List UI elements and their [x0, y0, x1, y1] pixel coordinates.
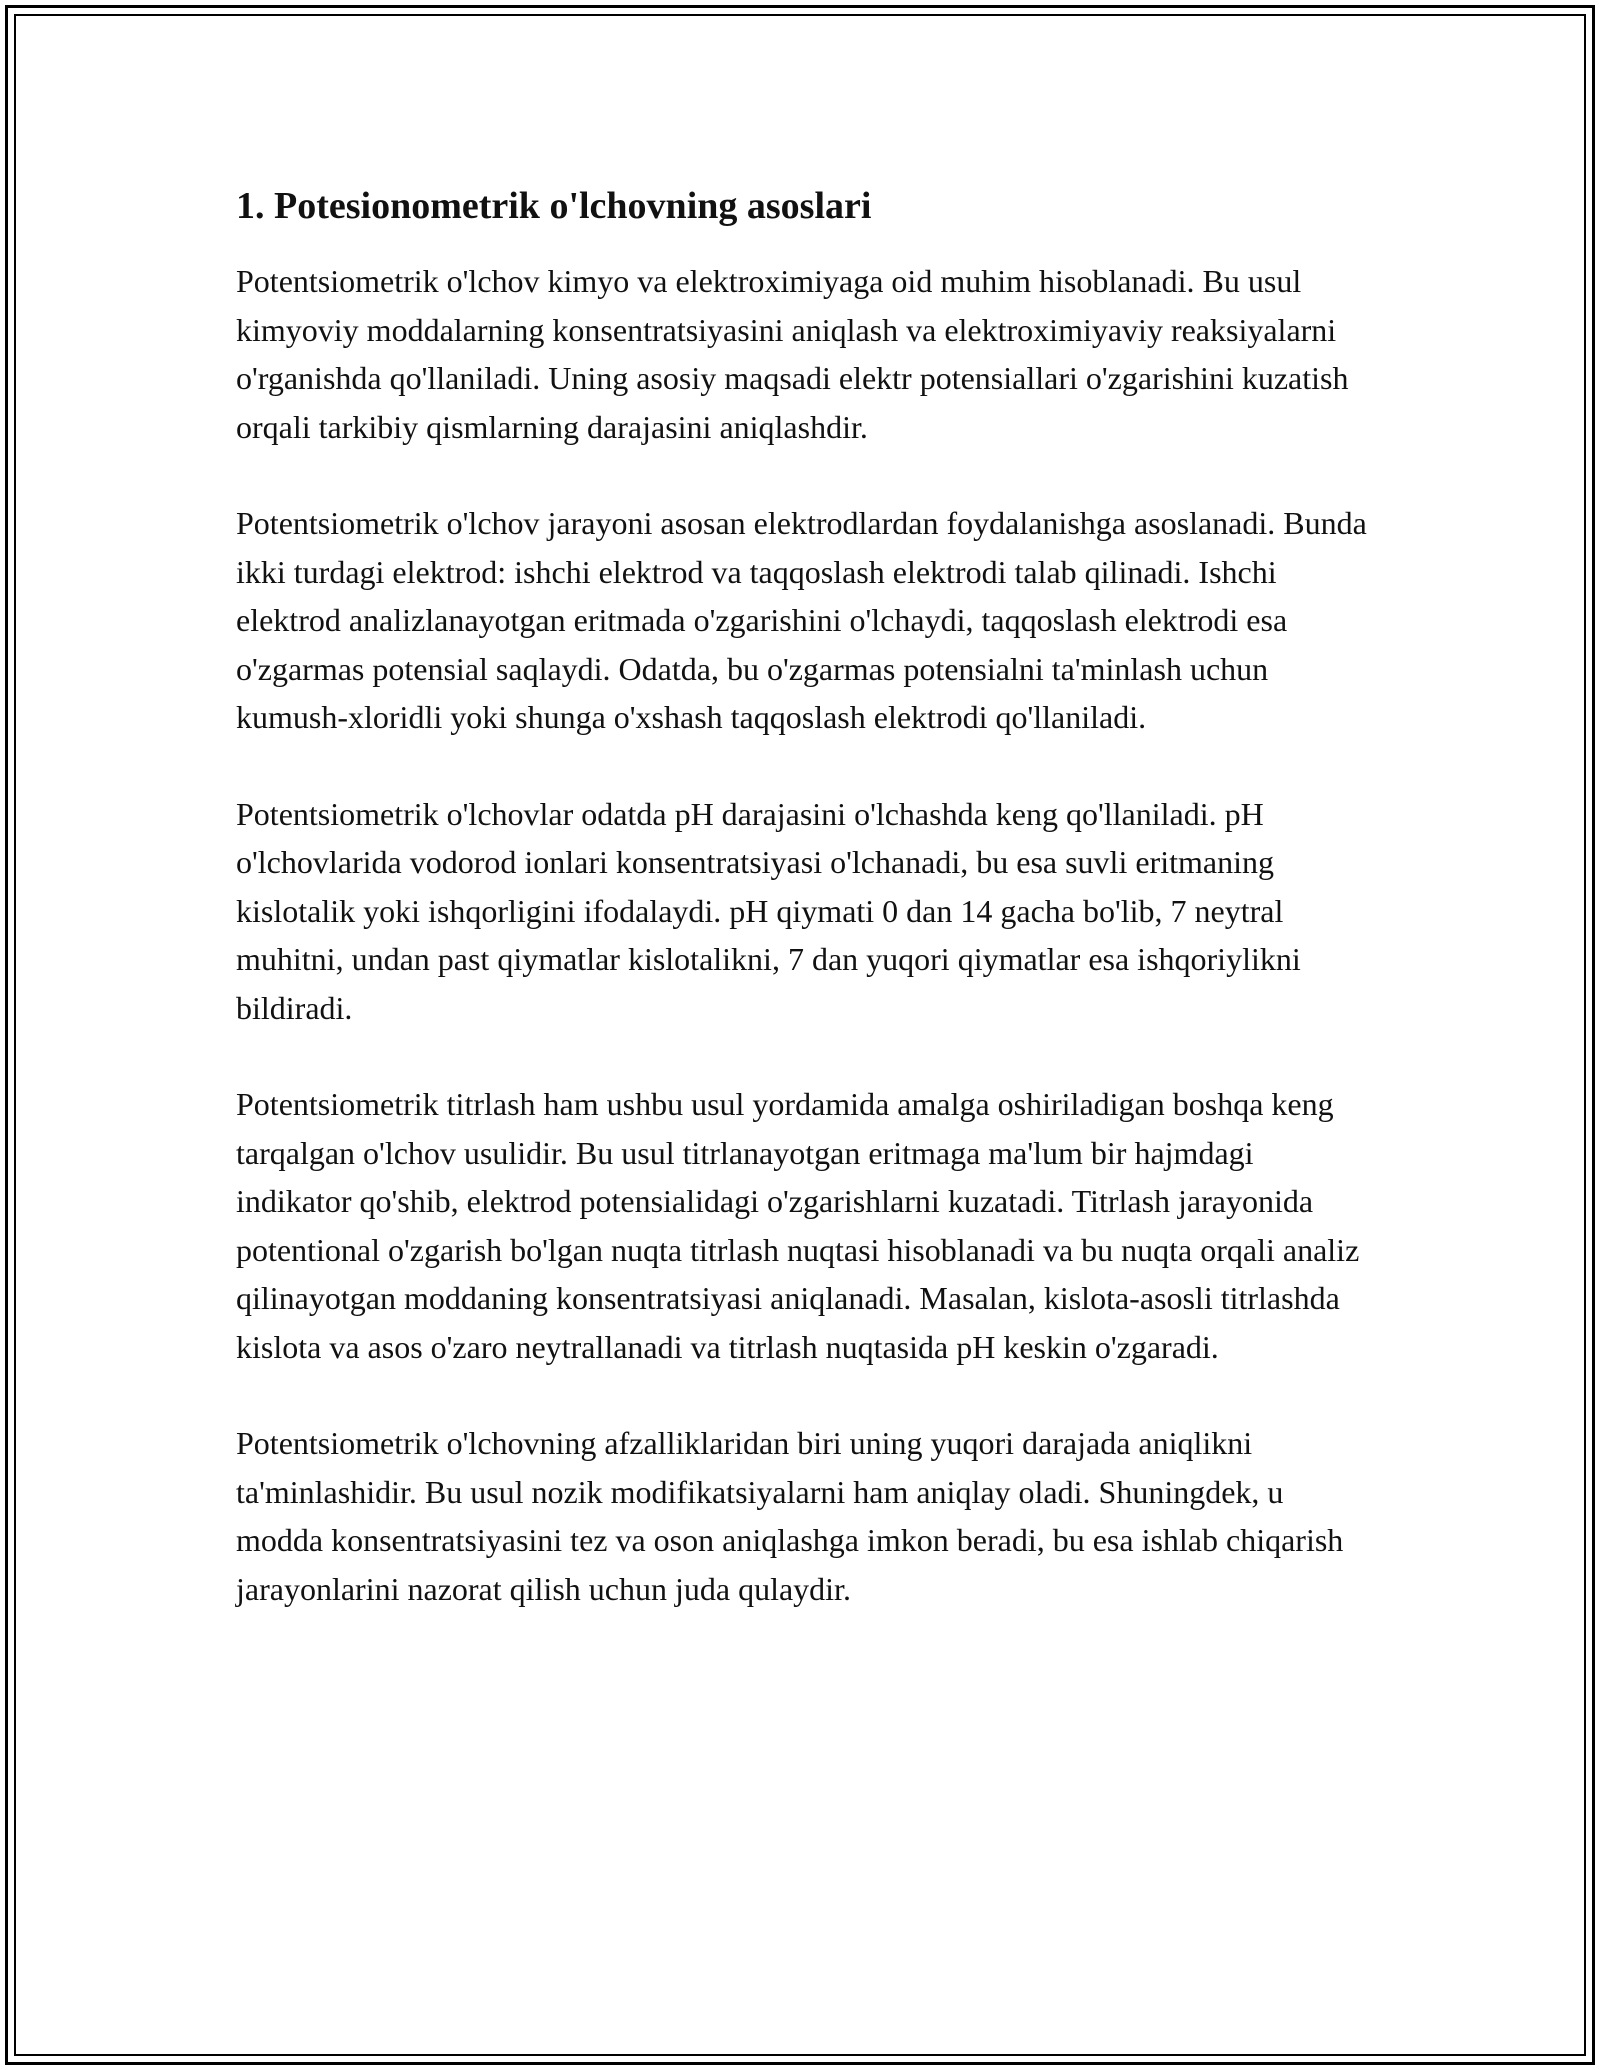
document-title: 1. Potesionometrik o'lchovning asoslari — [236, 185, 872, 227]
paragraph-4: Potentsiometrik titrlash ham ushbu usul yordamida amalga oshiriladigan boshqa keng tarqalgan o'lchov usulidir. Bu usul titrlanayotgan eritmaga ma'lum bir hajmdagi indikator qo'shib, elektrod potensialidagi o'zgarishlarni kuzatadi. Titrlash jarayonida potentional o'zgarish bo'lgan nuqta titrlash nuqtasi hisoblanadi va bu nuqta orqali analiz qilinayotgan moddaning konsentratsiyasi aniqlanadi. Masalan, kislota-asosli titrlashda kislota va asos o'zaro neytrallanadi va titrlash nuqtasida pH keskin o'zgaradi. — [236, 1086, 1360, 1365]
paragraph-1: Potentsiometrik o'lchov kimyo va elektroximiyaga oid muhim hisoblanadi. Bu usul kimyoviy moddalarning konsentratsiyasini aniqlash va elektroximiyaviy reaksiyalarni o'rganishda qo'llaniladi. Uning asosiy maqsadi elektr potensiallari o'zgarishini kuzatish orqali tarkibiy qismlarning darajasini aniqlashdir. — [236, 263, 1349, 445]
paragraph-3: Potentsiometrik o'lchovlar odatda pH darajasini o'lchashda keng qo'llaniladi. pH o'lchovlarida vodorod ionlari konsentratsiyasi o'lchanadi, bu esa suvli eritmaning kislotalik yoki ishqorligini ifodalaydi. pH qiymati 0 dan 14 gacha bo'lib, 7 neytral muhitni, undan past qiymatlar kislotalikni, 7 dan yuqori qiymatlar esa ishqoriylikni bildiradi. — [236, 795, 1301, 1026]
paragraph-5: Potentsiometrik o'lchovning afzalliklaridan biri uning yuqori darajada aniqlikni ta'minlashidir. Bu usul nozik modifikatsiyalarni ham aniqlay oladi. Shuningdek, u modda konsentratsiyasini tez va oson aniqlashga imkon beradi, bu esa ishlab chiqarish jarayonlarini nazorat qilish uchun juda qulaydir. — [236, 1425, 1344, 1607]
paragraph-2: Potentsiometrik o'lchov jarayoni asosan elektrodlardan foydalanishga asoslanadi. Bunda ikki turdagi elektrod: ishchi elektrod va taqqoslash elektrodi talab qilinadi. Ishchi elektrod analizlanayotgan eritmada o'zgarishini o'lchaydi, taqqoslash elektrodi esa o'zgarmas potensial saqlaydi. Odatda, bu o'zgarmas potensialni ta'minlash uchun kumush-xloridli yoki shunga o'xshash taqqoslash elektrodi qo'llaniladi. — [236, 505, 1367, 736]
document-body — [236, 182, 1376, 1661]
